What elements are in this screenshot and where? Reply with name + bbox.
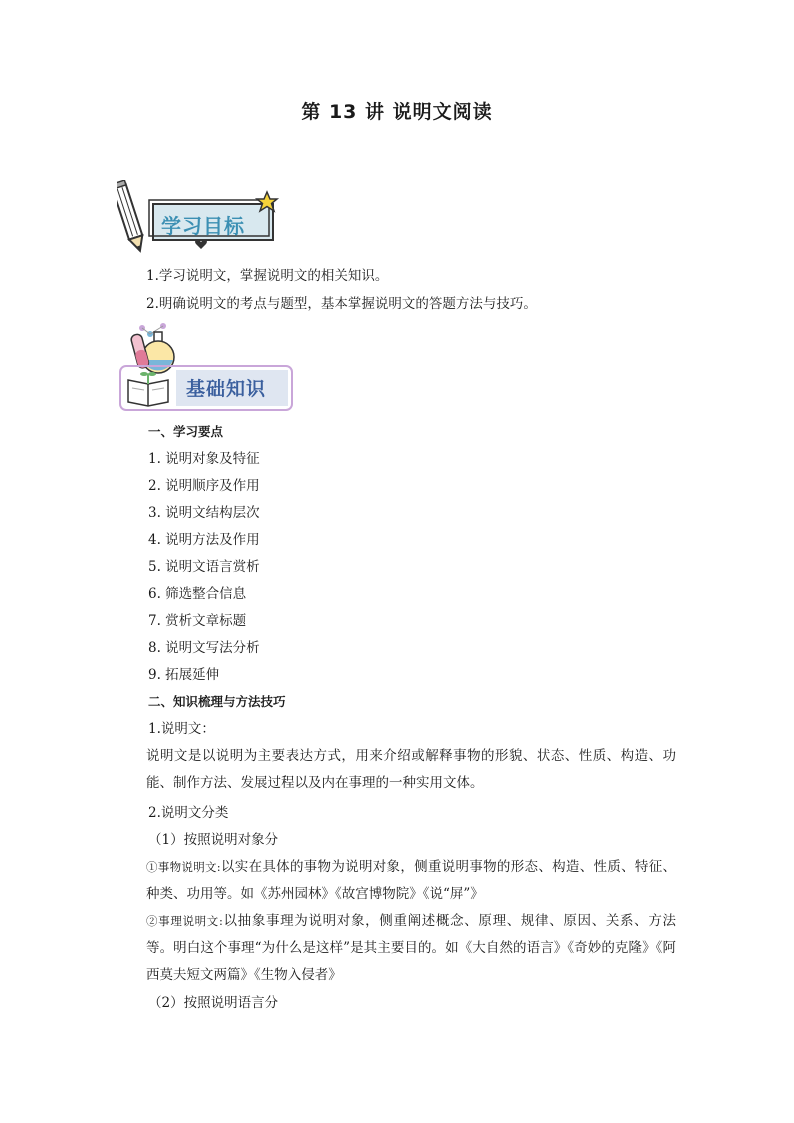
point-9: 9. 拓展延伸 [148, 667, 220, 683]
point-8: 8. 说明文写法分析 [148, 640, 260, 656]
by-language-heading: （2）按照说明语言分 [148, 995, 279, 1011]
point-7: 7. 赏析文章标题 [148, 613, 247, 629]
goal-1: 1.学习说明文，掌握说明文的相关知识。 [146, 268, 389, 284]
point-5: 5. 说明文语言赏析 [148, 559, 260, 575]
point-3: 3. 说明文结构层次 [148, 505, 260, 521]
reason-paragraph [146, 908, 676, 989]
point-6: 6. 筛选整合信息 [148, 586, 247, 602]
by-object-heading: （1）按照说明对象分 [148, 832, 279, 848]
learning-goals-badge [117, 180, 282, 255]
basic-knowledge-label: 基础知识 [186, 378, 267, 400]
sub-2-heading: 2.说明文分类 [148, 805, 229, 821]
reason-label: ②事理说明文: [146, 914, 223, 928]
section-1-heading: 一、学习要点 [148, 424, 224, 439]
point-1: 1. 说明对象及特征 [148, 451, 260, 467]
learning-goals-label: 学习目标 [161, 214, 245, 238]
basic-knowledge-badge [118, 320, 294, 415]
section-2-heading: 二、知识梳理与方法技巧 [148, 694, 286, 709]
sub-1-text: 说明文是以说明为主要表达方式，用来介绍或解释事物的形貌、状态、性质、构造、功能、制作方法、发展过程以及内在事理的一种实用文体。 [146, 748, 676, 791]
sub-1-heading: 1.说明文： [148, 721, 215, 737]
thing-paragraph [146, 854, 676, 908]
thing-label: ①事物说明文: [146, 860, 221, 874]
thing-text: 以实在具体的事物为说明对象，侧重说明事物的形态、构造、性质、特征、种类、功用等。如《苏州园林》《故宫博物院》《说“屏”》 [146, 859, 677, 902]
point-4: 4. 说明方法及作用 [148, 532, 260, 548]
page-title: 第 13 讲 说明文阅读 [301, 101, 493, 123]
point-2: 2. 说明顺序及作用 [148, 478, 260, 494]
reason-text: 以抽象事理为说明对象，侧重阐述概念、原理、规律、原因、关系、方法等。明白这个事理“为什么是这样”是其主要目的。如《大自然的语言》《奇妙的克隆》《阿西莫夫短文两篇》《生物入侵者》 [146, 913, 677, 983]
goal-2: 2.明确说明文的考点与题型，基本掌握说明文的答题方法与技巧。 [146, 296, 537, 312]
